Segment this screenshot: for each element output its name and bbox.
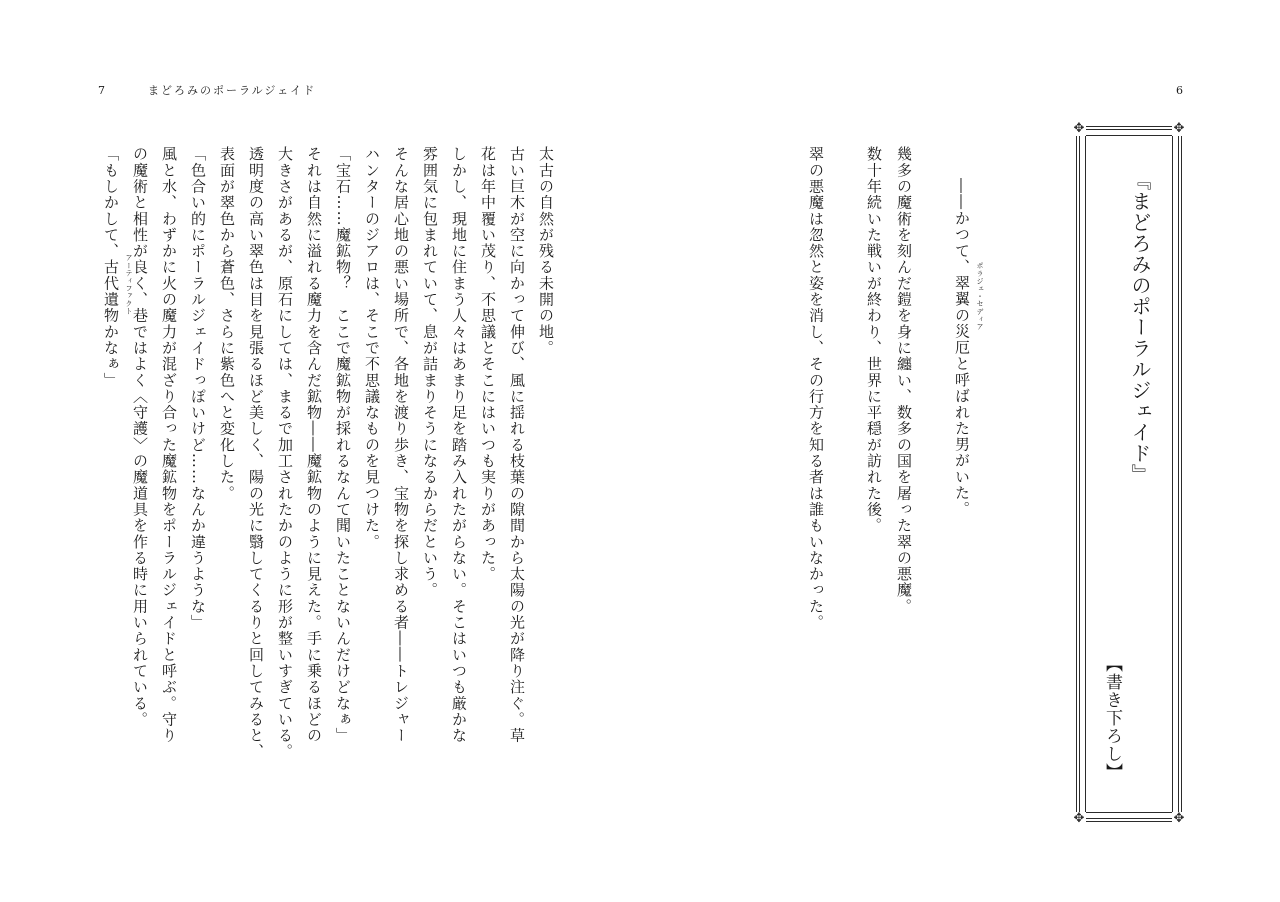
left-line-5: 雰囲気に包まれていて、息が詰まりそうになるからだという。 (421, 146, 439, 599)
left-line-9: それは自然に溢れる魔力を含んだ鉱物――魔鉱物のように見えた。手に乗るほどの (305, 146, 323, 744)
left-page-number: 7 (98, 84, 106, 97)
left-line-3: 花は年中覆い茂り、不思議とそこにはいつも実りがあった。 (479, 146, 497, 583)
ornament-corner-icon: ✥ (1173, 811, 1185, 826)
left-line-14: 風と水、わずかに火の魔力が混ざり合った魔鉱物をポーラルジェイドと呼ぶ。守り (160, 146, 178, 744)
left-line-16-ruby: アーティファクト (125, 254, 133, 315)
left-line-15: の魔術と相性が良く、巷ではよく〈守護〉の魔道具を作る時に用いられている。 (131, 146, 149, 728)
left-line-7: ハンターのジアロは、そこで不思議なものを見つけた。 (363, 146, 381, 550)
left-line-6: そんな居心地の悪い場所で、各地を渡り歩き、宝物を探し求める者――トレジャー (392, 146, 410, 744)
left-line-10: 大きさがあるが、原石にしては、まるで加工されたかのように形が整いすぎている。 (276, 146, 294, 760)
right-line-1-ruby: ポラジェ・セディア (976, 262, 984, 331)
story-title: 『まどろみのポーラルジェイド』 (1128, 170, 1152, 485)
right-page-number: 6 (1176, 84, 1183, 97)
ornament-corner-icon: ✥ (1173, 121, 1185, 136)
ornament-corner-icon: ✥ (1073, 121, 1085, 136)
left-line-2: 古い巨木が空に向かって伸び、風に揺れる枝葉の隙間から太陽の光が降り注ぐ。草 (508, 146, 526, 744)
right-line-3: 数十年続いた戦いが終わり、世界に平穏が訪れた後。 (865, 146, 883, 534)
right-line-1: ――かつて、翠翼の災厄と呼ばれた男がいた。 (953, 178, 971, 518)
running-title: まどろみのポーラルジェイド (148, 84, 317, 97)
left-line-13: 「色合い的にポーラルジェイドっぽいけど……なんか違うような」 (189, 146, 207, 631)
ornament-corner-icon: ✥ (1073, 811, 1085, 826)
original-tag: 【書き下ろし】 (1102, 655, 1122, 781)
left-line-8: 「宝石……魔鉱物？ ここで魔鉱物が採れるなんて聞いたことないんだけどなぁ」 (334, 146, 352, 744)
right-line-4: 翠の悪魔は忽然と姿を消し、その行方を知る者は誰もいなかった。 (807, 146, 825, 631)
left-line-11: 透明度の高い翠色は目を見張るほど美しく、陽の光に翳してくるりと回してみると、 (247, 146, 265, 760)
left-line-1: 太古の自然が残る未開の地。 (537, 146, 555, 356)
left-line-16: 「もしかして、古代遺物かなぁ」 (102, 146, 120, 389)
left-line-12: 表面が翠色から蒼色、さらに紫色へと変化した。 (218, 146, 236, 502)
right-line-2: 幾多の魔術を刻んだ鎧を身に纏い、数多の国を屠った翠の悪魔。 (895, 146, 913, 615)
left-line-4: しかし、現地に住まう人々はあまり足を踏み入れたがらない。そこはいつも厳かな (450, 146, 468, 744)
